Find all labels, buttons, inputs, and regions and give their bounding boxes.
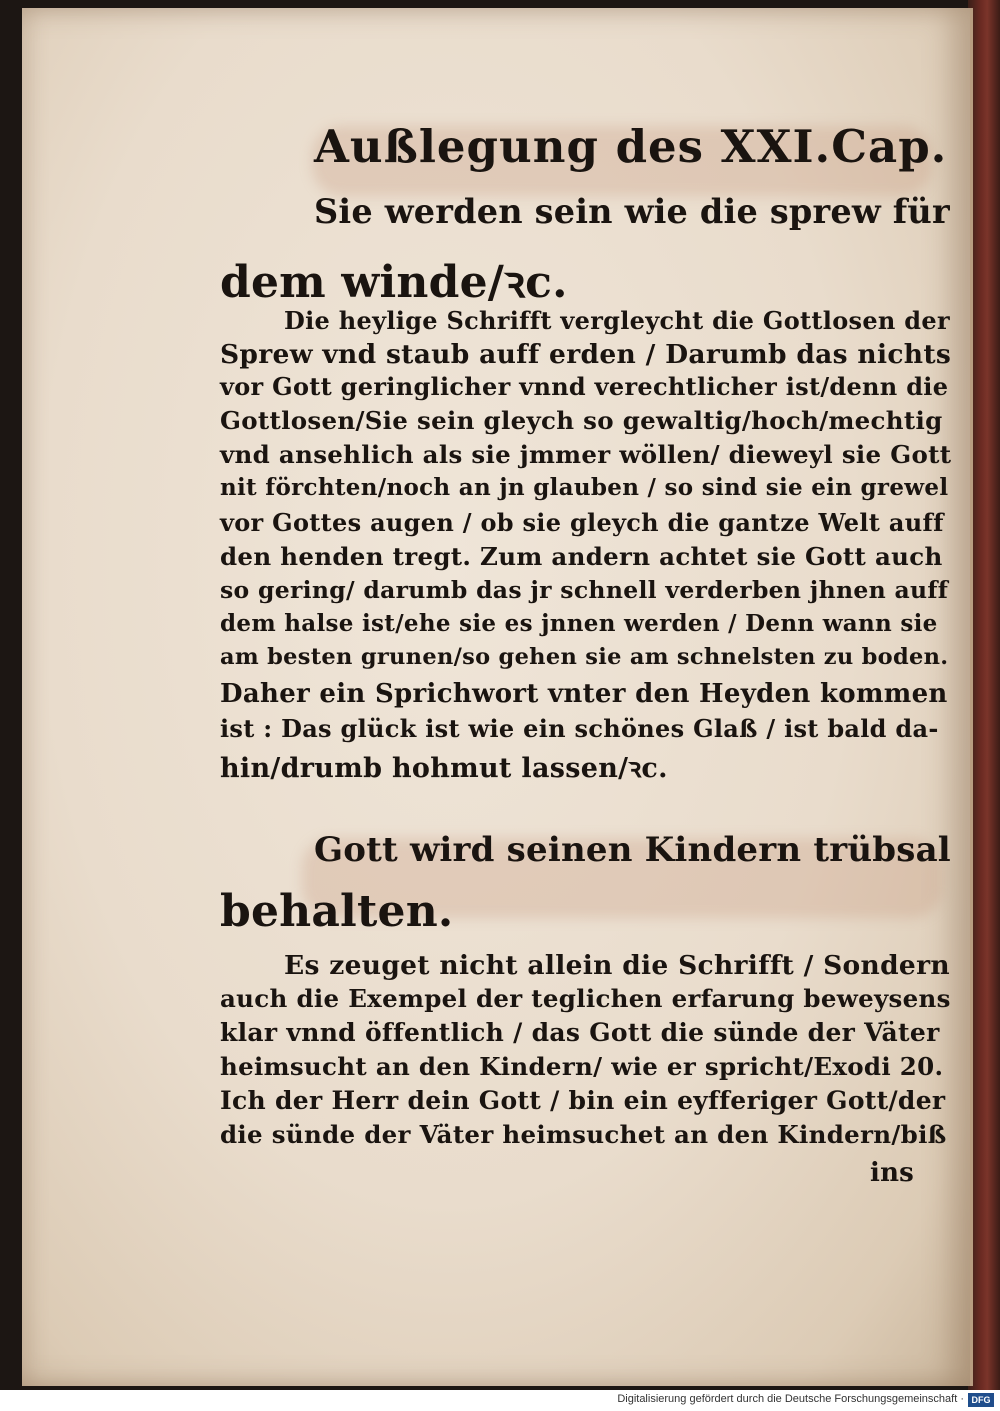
section-heading-line: Gott wird seinen Kindern trübsal	[314, 830, 951, 870]
section-heading-line: dem winde/ꝛc.	[220, 257, 568, 308]
body-line: Die heylige Schrifft vergleycht die Gottlosen der	[284, 306, 950, 335]
section-heading-line: Sie werden sein wie die sprew für	[314, 192, 950, 231]
body-line: so gering/ darumb das jr schnell verderben jhnen auff	[220, 576, 949, 604]
book-page	[22, 8, 973, 1386]
body-line: auch die Exempel der teglichen erfarung beweysens	[220, 984, 951, 1013]
section-heading-line: behalten.	[220, 886, 454, 937]
page-text	[22, 8, 970, 1386]
body-line: den henden tregt. Zum andern achtet sie Gott auch	[220, 542, 943, 571]
body-line: hin/drumb hohmut lassen/ꝛc.	[220, 753, 668, 784]
body-line: die sünde der Väter heimsuchet an den Kindern/biß	[220, 1120, 947, 1149]
body-line: vor Gottes augen / ob sie gleych die gantze Welt auff	[220, 508, 944, 537]
body-line: vnd ansehlich als sie jmmer wöllen/ dieweyl sie Gott	[220, 440, 952, 469]
body-line: nit förchten/noch an jn glauben / so sind sie ein grewel	[220, 474, 949, 501]
funding-credit: Digitalisierung gefördert durch die Deutsche Forschungsgemeinschaft ·	[617, 1393, 964, 1405]
body-line: Sprew vnd staub auff erden / Darumb das nichts	[220, 339, 952, 370]
body-line: ist : Das glück ist wie ein schönes Glaß / ist bald da-	[220, 714, 939, 743]
running-head: Außlegung des XXI.Cap.	[314, 120, 948, 173]
footer-bar	[0, 1390, 1000, 1411]
body-line: am besten grunen/so gehen sie am schnelsten zu boden.	[220, 644, 949, 670]
body-line: heimsucht an den Kindern/ wie er spricht/Exodi 20.	[220, 1052, 944, 1081]
body-line: Daher ein Sprichwort vnter den Heyden kommen	[220, 679, 948, 709]
dfg-logo[interactable]: DFG	[968, 1393, 994, 1407]
body-line: vor Gott geringlicher vnnd verechtlicher ist/denn die	[220, 372, 949, 401]
body-line: Gottlosen/Sie sein gleych so gewaltig/hoch/mechtig	[220, 406, 943, 435]
body-line: Es zeuget nicht allein die Schrifft / Sondern	[284, 950, 950, 981]
body-line: Ich der Herr dein Gott / bin ein eyfferiger Gott/der	[220, 1086, 946, 1115]
catchword: ins	[870, 1158, 915, 1188]
body-line: dem halse ist/ehe sie es jnnen werden / Denn wann sie	[220, 610, 938, 637]
body-line: klar vnnd öffentlich / das Gott die sünde der Väter	[220, 1018, 940, 1047]
